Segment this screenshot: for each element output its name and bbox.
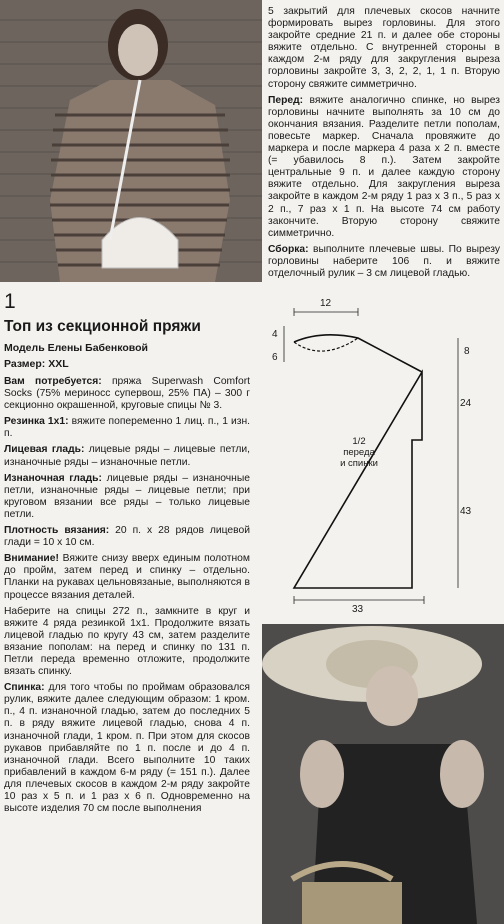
dim-right-top: 8 <box>464 346 470 357</box>
left-paragraph-5: Плотность вязания: 20 п. х 28 рядов лицевой глади = 10 х 10 см. <box>4 525 250 549</box>
dim-left-1: 4 <box>272 329 278 340</box>
schema-caption: 1/2 переда и спинки <box>340 436 378 469</box>
left-paragraph-4: Изнаночная гладь: лицевые ряды – изнаночные петли, изнаночные ряды – лицевые петли; при круговом вязании все ряды – только лицевые петли. <box>4 472 250 520</box>
page-title: Топ из секционной пряжи <box>4 318 201 335</box>
right-column-text <box>268 6 500 284</box>
size-label: Размер: XXL <box>4 358 69 370</box>
left-paragraph-3: Лицевая гладь: лицевые ряды – лицевые петли, изнаночные ряды – изнаночные петли. <box>4 444 251 468</box>
woman-striped-top-image <box>0 0 262 282</box>
dim-bottom: 33 <box>352 604 364 615</box>
dim-left-2: 6 <box>272 352 278 363</box>
right-paragraph-2: Перед: вяжите аналогично спинке, но вырез горловины начните выполнять за 10 см до окончания вязания. Разделите петли пополам, повесьте маркер. Сначала провяжите до маркера и после маркера 4 раза х 2 п. вместе (= убавилось 8 п.). Затем закройте центральные 9 п. и далее каждую сторону вяжите отдельно. Для закругления выреза закройте в каждом 2-м ряду 1 раз х 3 п., 5 раз х 2 п., 7 раз х 1 п. На высоте 74 см работу закончите. Вторую сторону свяжите симметрично. <box>268 94 500 239</box>
model-author: Модель Елены Бабенковой <box>4 342 148 354</box>
left-paragraph-8: Спинка: для того чтобы по проймам образовался рулик, вяжите далее следующим образом: 1 кром. п., 4 п. изнаночной гладью, затем до последних 5 п. в ряду вяжите лицевой гладью, снова 4 п. изнаночной глади, 1 кром. п. При этом для скосов рукавов прибавляйте по 1 п. после и до 4 п. изнаночной глади. Всего выполните 10 таких прибавлений в каждом 6-м ряду (= 151 п.). Далее для плечевых скосов в каждом 2-м ряду закройте 10 раз х 5 п. и 1 раз х 6 п. Одновременно на высоте изделия 70 см после выполнения <box>4 682 250 815</box>
woman-sun-hat-image <box>262 624 504 924</box>
top-photo <box>0 0 262 282</box>
pattern-schema <box>262 300 502 618</box>
right-paragraph-3: Сборка: выполните плечевые швы. По вырезу горловины наберите 106 п. и вяжите отделочный рулик – 3 см лицевой гладью. <box>268 243 500 279</box>
dim-top: 12 <box>320 298 332 309</box>
dim-right-bottom: 43 <box>460 506 472 517</box>
bottom-photo <box>262 624 504 924</box>
left-paragraph-7: Наберите на спицы 272 п., замкните в круг и вяжите 4 ряда резинкой 1х1. Продолжите вязать лицевой гладью по кругу 43 см, затем разделите вязание пополам: на перед и спинку по 131 п. Петли переда временно отложите, продолжите вязать спинку. <box>4 605 250 678</box>
right-paragraph-1: 5 закрытий для плечевых скосов начните формировать вырез горловины. Для этого закройте средние 21 п. и далее обе стороны вяжите отдельно. С внутренней стороны в каждом 2-м ряду для закругления выреза горловины закройте 3, 3, 2, 2, 1, 1 п. Вторую сторону свяжите симметрично. <box>268 6 500 90</box>
left-paragraph-6: Внимание! Вяжите снизу вверх единым полотном до пройм, затем перед и спинку – отдельно. Планки на рукавах цельновязаные, выполняются в процессе вязания деталей. <box>4 553 250 601</box>
model-number: 1 <box>4 290 16 313</box>
left-paragraph-2: Резинка 1х1: вяжите попеременно 1 лиц. п., 1 изн. п. <box>4 416 250 440</box>
dim-right-mid: 24 <box>460 398 472 409</box>
left-column-text <box>4 376 250 819</box>
left-paragraph-1: Вам потребуется: пряжа Superwash Comfort Socks (75% мериносс супервош, 25% ПА) – 300 г секционно окрашенной, круговые спицы № 3. <box>4 376 251 412</box>
